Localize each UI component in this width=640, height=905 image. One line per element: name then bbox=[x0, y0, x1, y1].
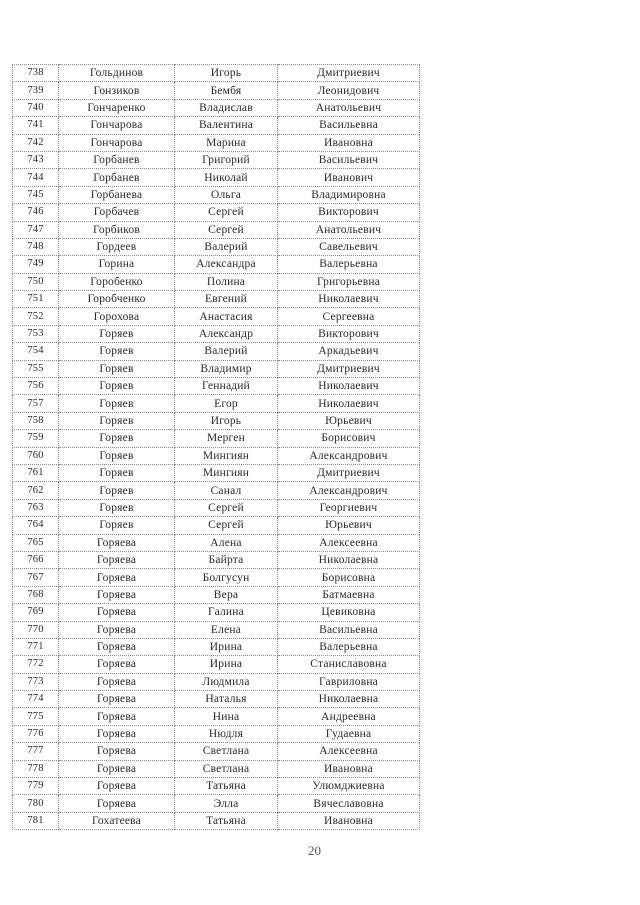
table-row bbox=[13, 117, 420, 134]
table-row bbox=[13, 795, 420, 812]
patronymic: Вячеславовна bbox=[278, 795, 420, 812]
row-number: 747 bbox=[13, 221, 59, 238]
table-row bbox=[13, 134, 420, 151]
row-number: 774 bbox=[13, 691, 59, 708]
last-name: Гордеев bbox=[59, 238, 175, 255]
patronymic: Дмитриевич bbox=[278, 65, 420, 82]
first-name: Людмила bbox=[175, 673, 278, 690]
table-row bbox=[13, 412, 420, 429]
table-row bbox=[13, 534, 420, 551]
row-number: 752 bbox=[13, 308, 59, 325]
row-number: 757 bbox=[13, 395, 59, 412]
patronymic: Георгиевич bbox=[278, 499, 420, 516]
first-name: Санал bbox=[175, 482, 278, 499]
last-name: Горяева bbox=[59, 621, 175, 638]
row-number: 775 bbox=[13, 708, 59, 725]
last-name: Горяева bbox=[59, 673, 175, 690]
table-row bbox=[13, 273, 420, 290]
last-name: Гохатеева bbox=[59, 812, 175, 829]
patronymic: Савельевич bbox=[278, 238, 420, 255]
last-name: Горбанев bbox=[59, 169, 175, 186]
last-name: Горяева bbox=[59, 551, 175, 568]
names-table-body bbox=[13, 65, 420, 830]
table-row bbox=[13, 238, 420, 255]
first-name: Сергей bbox=[175, 517, 278, 534]
patronymic: Анатольевич bbox=[278, 221, 420, 238]
patronymic: Аркадьевич bbox=[278, 343, 420, 360]
row-number: 772 bbox=[13, 656, 59, 673]
first-name: Ольга bbox=[175, 186, 278, 203]
table-row bbox=[13, 621, 420, 638]
last-name: Горяева bbox=[59, 691, 175, 708]
table-row bbox=[13, 169, 420, 186]
patronymic: Юрьевич bbox=[278, 517, 420, 534]
table-row bbox=[13, 395, 420, 412]
first-name: Валерий bbox=[175, 343, 278, 360]
table-row bbox=[13, 691, 420, 708]
last-name: Горохова bbox=[59, 308, 175, 325]
table-row bbox=[13, 447, 420, 464]
first-name: Ирина bbox=[175, 638, 278, 655]
table-row bbox=[13, 743, 420, 760]
row-number: 756 bbox=[13, 378, 59, 395]
first-name: Валентина bbox=[175, 117, 278, 134]
patronymic: Леонидович bbox=[278, 82, 420, 99]
patronymic: Алексеевна bbox=[278, 534, 420, 551]
last-name: Горяева bbox=[59, 656, 175, 673]
row-number: 755 bbox=[13, 360, 59, 377]
last-name: Горяева bbox=[59, 534, 175, 551]
first-name: Полина bbox=[175, 273, 278, 290]
first-name: Геннадий bbox=[175, 378, 278, 395]
patronymic: Викторович bbox=[278, 325, 420, 342]
first-name: Елена bbox=[175, 621, 278, 638]
table-row bbox=[13, 204, 420, 221]
last-name: Горяев bbox=[59, 517, 175, 534]
table-row bbox=[13, 221, 420, 238]
names-table bbox=[12, 64, 420, 830]
table-row bbox=[13, 708, 420, 725]
patronymic: Юрьевич bbox=[278, 412, 420, 429]
last-name: Горяев bbox=[59, 360, 175, 377]
row-number: 781 bbox=[13, 812, 59, 829]
table-row bbox=[13, 812, 420, 829]
patronymic: Григорьевна bbox=[278, 273, 420, 290]
row-number: 761 bbox=[13, 464, 59, 481]
patronymic: Алексеевна bbox=[278, 743, 420, 760]
row-number: 749 bbox=[13, 256, 59, 273]
table-row bbox=[13, 482, 420, 499]
row-number: 778 bbox=[13, 760, 59, 777]
first-name: Егор bbox=[175, 395, 278, 412]
page-number: 20 bbox=[308, 843, 321, 858]
row-number: 769 bbox=[13, 604, 59, 621]
row-number: 767 bbox=[13, 569, 59, 586]
row-number: 759 bbox=[13, 430, 59, 447]
patronymic: Гавриловна bbox=[278, 673, 420, 690]
last-name: Горобенко bbox=[59, 273, 175, 290]
row-number: 773 bbox=[13, 673, 59, 690]
table-row bbox=[13, 99, 420, 116]
table-row bbox=[13, 151, 420, 168]
table-row bbox=[13, 378, 420, 395]
first-name: Светлана bbox=[175, 760, 278, 777]
first-name: Татьяна bbox=[175, 812, 278, 829]
patronymic: Николаевич bbox=[278, 291, 420, 308]
first-name: Анастасия bbox=[175, 308, 278, 325]
first-name: Мингиян bbox=[175, 447, 278, 464]
row-number: 742 bbox=[13, 134, 59, 151]
first-name: Светлана bbox=[175, 743, 278, 760]
first-name: Игорь bbox=[175, 65, 278, 82]
last-name: Гонзиков bbox=[59, 82, 175, 99]
table-row bbox=[13, 430, 420, 447]
first-name: Болгусун bbox=[175, 569, 278, 586]
row-number: 746 bbox=[13, 204, 59, 221]
last-name: Горяева bbox=[59, 638, 175, 655]
row-number: 771 bbox=[13, 638, 59, 655]
patronymic: Владимировна bbox=[278, 186, 420, 203]
row-number: 768 bbox=[13, 586, 59, 603]
table-row bbox=[13, 517, 420, 534]
patronymic: Николаевич bbox=[278, 378, 420, 395]
table-row bbox=[13, 65, 420, 82]
row-number: 758 bbox=[13, 412, 59, 429]
patronymic: Николаевна bbox=[278, 551, 420, 568]
patronymic: Анатольевич bbox=[278, 99, 420, 116]
patronymic: Дмитриевич bbox=[278, 464, 420, 481]
patronymic: Иванович bbox=[278, 169, 420, 186]
table-row bbox=[13, 256, 420, 273]
first-name: Галина bbox=[175, 604, 278, 621]
last-name: Горяев bbox=[59, 447, 175, 464]
last-name: Горбанев bbox=[59, 151, 175, 168]
last-name: Горяев bbox=[59, 395, 175, 412]
row-number: 765 bbox=[13, 534, 59, 551]
first-name: Бембя bbox=[175, 82, 278, 99]
patronymic: Ивановна bbox=[278, 134, 420, 151]
patronymic: Гудаевна bbox=[278, 725, 420, 742]
patronymic: Васильевна bbox=[278, 117, 420, 134]
patronymic: Борисовна bbox=[278, 569, 420, 586]
patronymic: Николаевна bbox=[278, 691, 420, 708]
row-number: 743 bbox=[13, 151, 59, 168]
patronymic: Борисович bbox=[278, 430, 420, 447]
first-name: Мингиян bbox=[175, 464, 278, 481]
row-number: 751 bbox=[13, 291, 59, 308]
first-name: Байрта bbox=[175, 551, 278, 568]
table-row bbox=[13, 778, 420, 795]
last-name: Горяев bbox=[59, 430, 175, 447]
table-row bbox=[13, 343, 420, 360]
last-name: Горяева bbox=[59, 604, 175, 621]
last-name: Горяев bbox=[59, 378, 175, 395]
first-name: Александра bbox=[175, 256, 278, 273]
last-name: Гончарова bbox=[59, 117, 175, 134]
table-row bbox=[13, 360, 420, 377]
last-name: Горяева bbox=[59, 708, 175, 725]
last-name: Горяев bbox=[59, 343, 175, 360]
row-number: 766 bbox=[13, 551, 59, 568]
patronymic: Дмитриевич bbox=[278, 360, 420, 377]
last-name: Гончарова bbox=[59, 134, 175, 151]
patronymic: Валерьевна bbox=[278, 638, 420, 655]
patronymic: Васильевич bbox=[278, 151, 420, 168]
last-name: Горяева bbox=[59, 725, 175, 742]
table-row bbox=[13, 291, 420, 308]
patronymic: Андреевна bbox=[278, 708, 420, 725]
row-number: 754 bbox=[13, 343, 59, 360]
patronymic: Викторович bbox=[278, 204, 420, 221]
table-row bbox=[13, 604, 420, 621]
row-number: 776 bbox=[13, 725, 59, 742]
first-name: Мерген bbox=[175, 430, 278, 447]
patronymic: Валерьевна bbox=[278, 256, 420, 273]
row-number: 770 bbox=[13, 621, 59, 638]
row-number: 748 bbox=[13, 238, 59, 255]
table-row bbox=[13, 308, 420, 325]
table-row bbox=[13, 760, 420, 777]
table-row bbox=[13, 569, 420, 586]
table-row bbox=[13, 586, 420, 603]
row-number: 762 bbox=[13, 482, 59, 499]
first-name: Татьяна bbox=[175, 778, 278, 795]
last-name: Горбачев bbox=[59, 204, 175, 221]
last-name: Горбанева bbox=[59, 186, 175, 203]
first-name: Евгений bbox=[175, 291, 278, 308]
last-name: Горяева bbox=[59, 586, 175, 603]
first-name: Элла bbox=[175, 795, 278, 812]
row-number: 780 bbox=[13, 795, 59, 812]
table-row bbox=[13, 725, 420, 742]
last-name: Горяев bbox=[59, 499, 175, 516]
table-row bbox=[13, 638, 420, 655]
last-name: Горяева bbox=[59, 795, 175, 812]
row-number: 764 bbox=[13, 517, 59, 534]
first-name: Александр bbox=[175, 325, 278, 342]
row-number: 738 bbox=[13, 65, 59, 82]
last-name: Горяева bbox=[59, 569, 175, 586]
table-row bbox=[13, 464, 420, 481]
patronymic: Станиславовна bbox=[278, 656, 420, 673]
row-number: 763 bbox=[13, 499, 59, 516]
first-name: Нюдля bbox=[175, 725, 278, 742]
patronymic: Николаевич bbox=[278, 395, 420, 412]
patronymic: Александрович bbox=[278, 447, 420, 464]
last-name: Гончаренко bbox=[59, 99, 175, 116]
patronymic: Улюмджиевна bbox=[278, 778, 420, 795]
table-row bbox=[13, 325, 420, 342]
patronymic: Сергеевна bbox=[278, 308, 420, 325]
first-name: Валерий bbox=[175, 238, 278, 255]
first-name: Григорий bbox=[175, 151, 278, 168]
table-row bbox=[13, 82, 420, 99]
patronymic: Ивановна bbox=[278, 812, 420, 829]
last-name: Горяев bbox=[59, 482, 175, 499]
first-name: Игорь bbox=[175, 412, 278, 429]
first-name: Ирина bbox=[175, 656, 278, 673]
row-number: 745 bbox=[13, 186, 59, 203]
row-number: 760 bbox=[13, 447, 59, 464]
last-name: Горяева bbox=[59, 760, 175, 777]
patronymic: Александрович bbox=[278, 482, 420, 499]
last-name: Горяева bbox=[59, 778, 175, 795]
last-name: Горобченко bbox=[59, 291, 175, 308]
table-row bbox=[13, 673, 420, 690]
row-number: 750 bbox=[13, 273, 59, 290]
row-number: 741 bbox=[13, 117, 59, 134]
patronymic: Ивановна bbox=[278, 760, 420, 777]
last-name: Гольдинов bbox=[59, 65, 175, 82]
patronymic: Цевиковна bbox=[278, 604, 420, 621]
patronymic: Батмаевна bbox=[278, 586, 420, 603]
last-name: Горбиков bbox=[59, 221, 175, 238]
table-row bbox=[13, 186, 420, 203]
table-row bbox=[13, 656, 420, 673]
first-name: Сергей bbox=[175, 499, 278, 516]
row-number: 777 bbox=[13, 743, 59, 760]
first-name: Владислав bbox=[175, 99, 278, 116]
row-number: 740 bbox=[13, 99, 59, 116]
first-name: Алена bbox=[175, 534, 278, 551]
last-name: Горяев bbox=[59, 412, 175, 429]
first-name: Вера bbox=[175, 586, 278, 603]
first-name: Нина bbox=[175, 708, 278, 725]
patronymic: Васильевна bbox=[278, 621, 420, 638]
last-name: Горяев bbox=[59, 464, 175, 481]
last-name: Горяев bbox=[59, 325, 175, 342]
row-number: 779 bbox=[13, 778, 59, 795]
table-row bbox=[13, 551, 420, 568]
first-name: Владимир bbox=[175, 360, 278, 377]
first-name: Марина bbox=[175, 134, 278, 151]
row-number: 739 bbox=[13, 82, 59, 99]
row-number: 753 bbox=[13, 325, 59, 342]
last-name: Горяева bbox=[59, 743, 175, 760]
first-name: Сергей bbox=[175, 221, 278, 238]
table-row bbox=[13, 499, 420, 516]
first-name: Николай bbox=[175, 169, 278, 186]
row-number: 744 bbox=[13, 169, 59, 186]
last-name: Горина bbox=[59, 256, 175, 273]
first-name: Сергей bbox=[175, 204, 278, 221]
first-name: Наталья bbox=[175, 691, 278, 708]
